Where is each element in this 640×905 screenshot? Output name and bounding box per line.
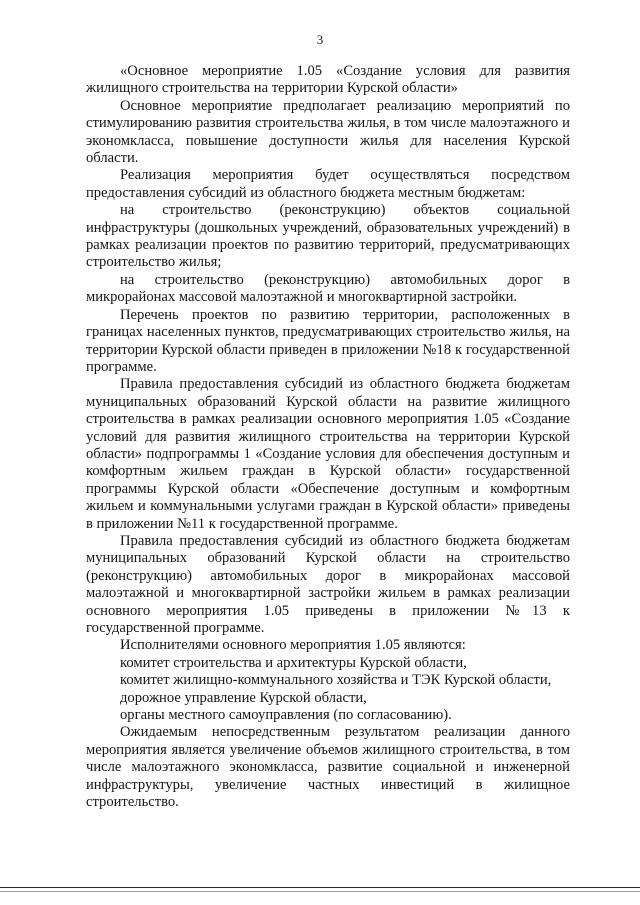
bottom-border-line (0, 887, 640, 888)
paragraph-executor-local-government: органы местного самоуправления (по согласованию). (120, 707, 452, 724)
document-body (86, 63, 570, 811)
paragraph-activity-description: Основное мероприятие предполагает реализацию мероприятий по стимулированию развития строительства жилья, в том числе малоэтажного и экономкласса, повышение доступности жилья для населения Курской области. (86, 97, 570, 167)
paragraph-executor-housing-committee: комитет жилищно-коммунального хозяйства и ТЭК Курской области, (120, 672, 552, 689)
paragraph-subsidy-roads: на строительство (реконструкцию) автомобильных дорог в микрорайонах массовой малоэтажной и многоквартирной застройки. (86, 271, 570, 306)
paragraph-executor-construction-committee: комитет строительства и архитектуры Курской области, (120, 654, 467, 671)
paragraph-executors-heading: Исполнителями основного мероприятия 1.05 являются: (120, 637, 466, 654)
paragraph-implementation: Реализация мероприятия будет осуществляться посредством предоставления субсидий из областного бюджета местным бюджетам: (86, 167, 570, 201)
paragraph-project-list: Перечень проектов по развитию территории, расположенных в границах населенных пунктов, предусматривающих строительство жилья, на территории Курской области приведен в приложении №18 к государственной программе. (86, 306, 570, 375)
paragraph-rules-housing: Правила предоставления субсидий из областного бюджета бюджетам муниципальных образований Курской области на развитие жилищного строительства в рамках реализации основного мероприятия 1.05 «Создание условий для развития жилищного строительства на территории Курской области» подпрограммы 1 «Создание условия для обеспечения доступным и комфортным жильем граждан в Курской области» государственной программы Курской области «Обеспечение доступным и комфортным жильем и коммунальными услугами граждан в Курской области» приведены в приложении №11 к государственной программе. (86, 376, 570, 532)
paragraph-expected-result: Ожидаемым непосредственным результатом реализации данного мероприятия является увеличение объемов жилищного строительства, в том числе малоэтажного экономкласса, развитие социальной и инженерной инфраструктуры, увеличение частных инвестиций в жилищное строительство. (86, 724, 570, 811)
bottom-border-shadow (0, 891, 640, 892)
paragraph-activity-title: «Основное мероприятие 1.05 «Создание условия для развития жилищного строительства на территории Курской области» (86, 63, 570, 97)
paragraph-rules-roads: Правила предоставления субсидий из областного бюджета бюджетам муниципальных образований Курской области на строительство (реконструкцию) автомобильных дорог в микрорайонах массовой малоэтажной и многоквартирной застройки жильем в рамках реализации основного мероприятия 1.05 приведены в приложении №13 к государственной программе. (86, 532, 570, 636)
paragraph-executor-road-administration: дорожное управление Курской области, (120, 689, 367, 706)
page-number: 3 (316, 32, 324, 47)
paragraph-subsidy-social-infrastructure: на строительство (реконструкцию) объектов социальной инфраструктуры (дошкольных учреждений, образовательных учреждений) в рамках реализации проектов по развитию территорий, предусматривающих строительство жилья; (86, 202, 570, 271)
